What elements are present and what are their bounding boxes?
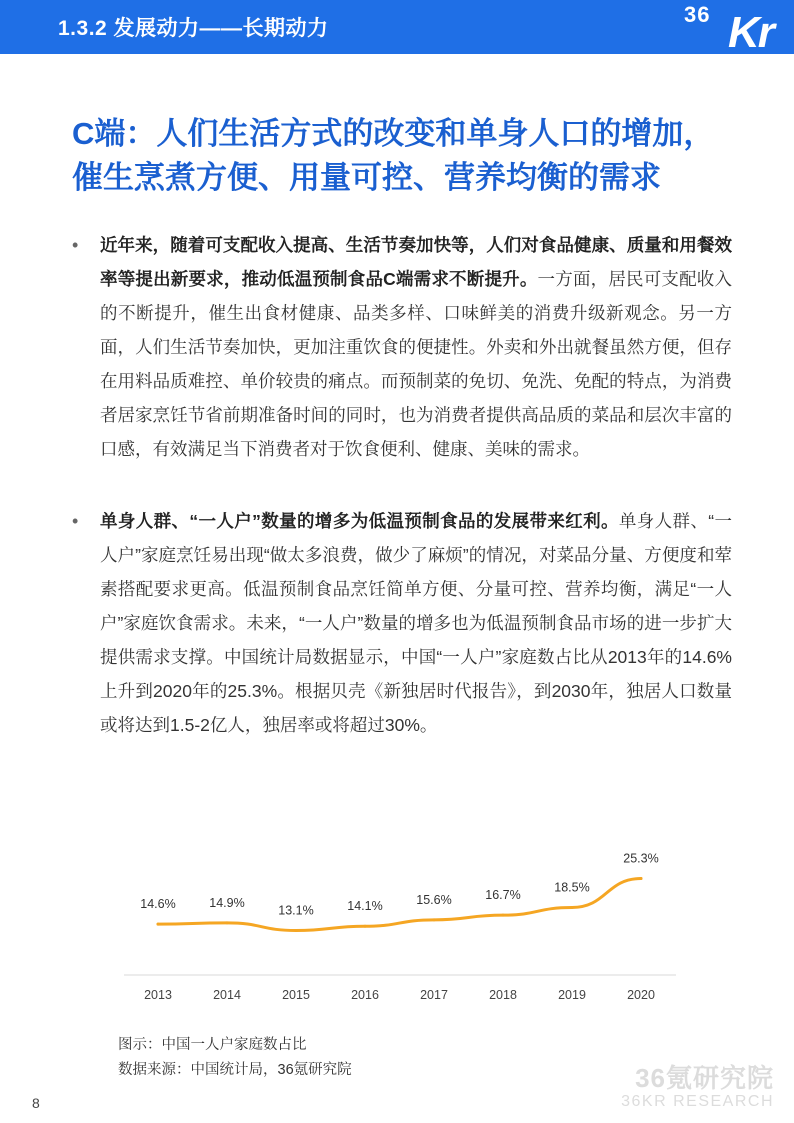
data-point-2015	[295, 929, 298, 932]
x-tick-label-2020: 2020	[627, 988, 655, 1002]
data-label-2016: 14.1%	[347, 899, 383, 914]
x-tick-label-2015: 2015	[282, 988, 310, 1002]
data-label-2020: 25.3%	[623, 851, 659, 866]
x-tick-label-2017: 2017	[420, 988, 448, 1002]
bullet-text	[100, 228, 732, 466]
watermark-cn: 36氪研究院	[635, 1063, 774, 1093]
data-point-2016	[364, 925, 367, 928]
data-label-2019: 18.5%	[554, 880, 590, 895]
x-tick-label-2016: 2016	[351, 988, 379, 1002]
data-label-2013: 14.6%	[140, 897, 176, 912]
bullet-body: 一方面，居民可支配收入的不断提升，催生出食材健康、品类多样、口味鲜美的消费升级新观念。另一方面，人们生活节奏加快，更加注重饮食的便捷性。外卖和外出就餐虽然方便，但存在用料品质难控、单价较贵的痛点。而预制菜的免切、免洗、免配的特点，为消费者居家烹饪节省前期准备时间的同时，也为消费者提供高品质的菜品和层次丰富的口感，有效满足当下消费者对于饮食便利、健康、美味的需求。	[100, 269, 733, 459]
line-chart	[0, 780, 794, 1020]
data-point-2019	[571, 906, 574, 909]
bullet-dot-icon: •	[72, 235, 79, 255]
data-label-2014: 14.9%	[209, 895, 245, 910]
watermark-en: 36KR RESEARCH	[621, 1093, 774, 1110]
section-title: 1.3.2 发展动力——长期动力	[58, 17, 329, 40]
x-tick-label-2018: 2018	[489, 988, 517, 1002]
headline-line-1: C端：人们生活方式的改变和单身人口的增加，	[72, 116, 715, 151]
bullet-body: 单身人群、“一人户”家庭烹饪易出现“做太多浪费，做少了麻烦”的情况，对菜品分量、方便度和荤素搭配要求更高。低温预制食品烹饪简单方便、分量可控、营养均衡，满足“一人户”家庭饮食需求。未来，“一人户”数量的增多也为低温预制食品市场的进一步扩大提供需求支撑。中国统计局数据显示，中国“一人户”家庭数占比从2013年的14.6%上升到2020年的25.3%。根据贝壳《新独居时代报告》，到2030年，独居人口数量或将达到1.5-2亿人，独居率或将超过30%。	[100, 511, 733, 735]
header-bar	[0, 0, 794, 57]
x-tick-label-2019: 2019	[558, 988, 586, 1002]
bullet-lead: 单身人群、“一人户”数量的增多为低温预制食品的发展带来红利。	[100, 511, 619, 531]
bullet-dot-icon: •	[72, 511, 79, 531]
data-label-2015: 13.1%	[278, 903, 314, 918]
data-label-2018: 16.7%	[485, 888, 521, 903]
bullet-lead: 近年来，随着可支配收入提高、生活节奏加快等，人们对食品健康、质量和用餐效率等提出新要求，推动低温预制食品C端需求不断提升。	[100, 235, 732, 289]
data-point-2018	[502, 914, 505, 917]
data-label-2017: 15.6%	[416, 892, 452, 907]
figure-caption: 图示：中国一人户家庭数占比	[118, 1037, 307, 1053]
brand-logo: 36 Kr	[684, 2, 773, 57]
bullet-text	[100, 504, 732, 742]
data-point-2017	[433, 918, 436, 921]
source-caption: 数据来源：中国统计局，36氪研究院	[118, 1062, 352, 1078]
page-headline	[72, 112, 762, 200]
watermark	[621, 1058, 774, 1111]
x-tick-label-2014: 2014	[213, 988, 241, 1002]
bullet-paragraph-1	[72, 228, 732, 466]
data-point-2020	[640, 877, 643, 880]
data-point-2014	[226, 921, 229, 924]
x-tick-label-2013: 2013	[144, 988, 172, 1002]
line-chart-svg	[0, 780, 794, 1020]
page-number: 8	[32, 1095, 40, 1111]
headline-line-2: 催生烹煮方便、用量可控、营养均衡的需求	[72, 160, 661, 195]
bullet-paragraph-2	[72, 504, 732, 742]
data-point-2013	[157, 923, 160, 926]
